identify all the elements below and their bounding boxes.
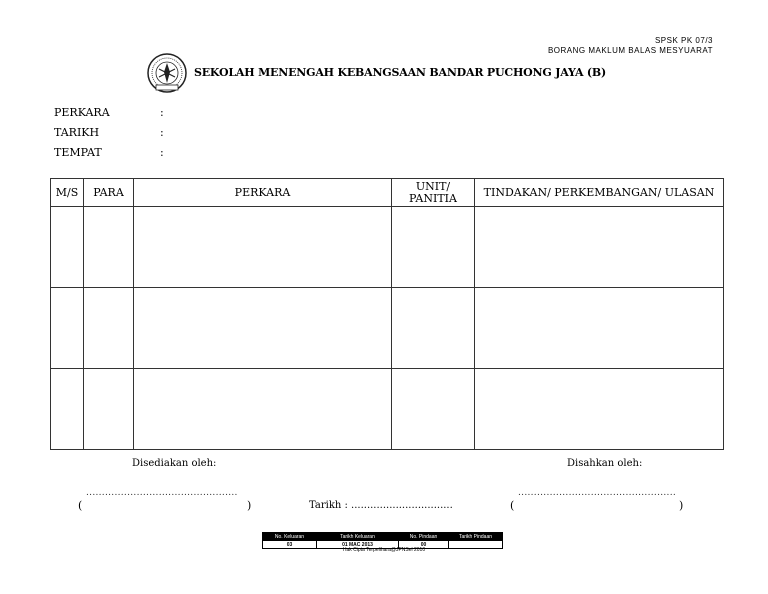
school-crest-icon <box>146 52 188 94</box>
form-code: SPSK PK 07/3 <box>654 36 713 45</box>
close-paren: ) <box>679 499 684 512</box>
meta-perkara <box>54 106 164 119</box>
open-paren: ( <box>510 499 515 512</box>
approved-signature-line[interactable]: .................................................. <box>518 488 677 498</box>
cell-perkara[interactable] <box>134 369 392 450</box>
cell-tindakan[interactable] <box>475 369 724 450</box>
cell-unit[interactable] <box>392 288 475 369</box>
cell-unit[interactable] <box>392 207 475 288</box>
close-paren: ) <box>247 499 252 512</box>
meta-label: TEMPAT <box>54 146 102 159</box>
approved-by-label: Disahkan oleh: <box>567 458 643 469</box>
table-header-row <box>51 179 724 207</box>
rev-header: No. Keluaran <box>263 533 317 541</box>
cell-ms[interactable] <box>51 288 84 369</box>
col-perkara: PERKARA <box>134 179 392 207</box>
prepared-by-label: Disediakan oleh: <box>132 458 217 469</box>
col-ms: M/S <box>51 179 84 207</box>
open-paren: ( <box>78 499 83 512</box>
cell-perkara[interactable] <box>134 288 392 369</box>
table-row <box>51 288 724 369</box>
form-title: BORANG MAKLUM BALAS MESYUARAT <box>547 46 713 55</box>
meta-colon: : <box>160 126 164 139</box>
date-field[interactable]: Tarikh : ................................ <box>309 500 453 511</box>
cell-tindakan[interactable] <box>475 207 724 288</box>
revision-header-row <box>263 533 503 541</box>
copyright: Hak Cipta Terpelihara@JPNSel 2010 <box>342 547 426 553</box>
rev-header: Tarikh Keluaran <box>317 533 399 541</box>
meta-label: TARIKH <box>54 126 100 139</box>
meta-colon: : <box>160 106 164 119</box>
cell-tindakan[interactable] <box>475 288 724 369</box>
minutes-table <box>50 178 724 450</box>
table-row <box>51 369 724 450</box>
rev-value: 03 <box>263 541 317 549</box>
table-row <box>51 207 724 288</box>
cell-perkara[interactable] <box>134 207 392 288</box>
cell-para[interactable] <box>84 369 134 450</box>
form-code-block <box>548 36 713 56</box>
meta-colon: : <box>160 146 164 159</box>
cell-para[interactable] <box>84 288 134 369</box>
col-para: PARA <box>84 179 134 207</box>
school-name: SEKOLAH MENENGAH KEBANGSAAN BANDAR PUCHONG JAYA (B) <box>194 66 607 79</box>
meta-label: PERKARA <box>54 106 110 119</box>
cell-unit[interactable] <box>392 369 475 450</box>
rev-header: Tarikh Pindaan <box>449 533 503 541</box>
col-tindakan: TINDAKAN/ PERKEMBANGAN/ ULASAN <box>475 179 724 207</box>
rev-value: 01 MAC 2013 <box>317 541 399 549</box>
col-panitia: PANITIA <box>409 191 457 205</box>
cell-ms[interactable] <box>51 207 84 288</box>
rev-header: No. Pindaan <box>399 533 449 541</box>
cell-para[interactable] <box>84 207 134 288</box>
rev-value: 00 <box>399 541 449 549</box>
col-unit: UNIT/ <box>415 179 451 193</box>
meta-tarikh <box>54 126 164 139</box>
meta-tempat <box>54 146 164 159</box>
cell-ms[interactable] <box>51 369 84 450</box>
prepared-signature-line[interactable]: ................................................ <box>86 488 238 498</box>
col-unit-panitia <box>392 179 475 207</box>
